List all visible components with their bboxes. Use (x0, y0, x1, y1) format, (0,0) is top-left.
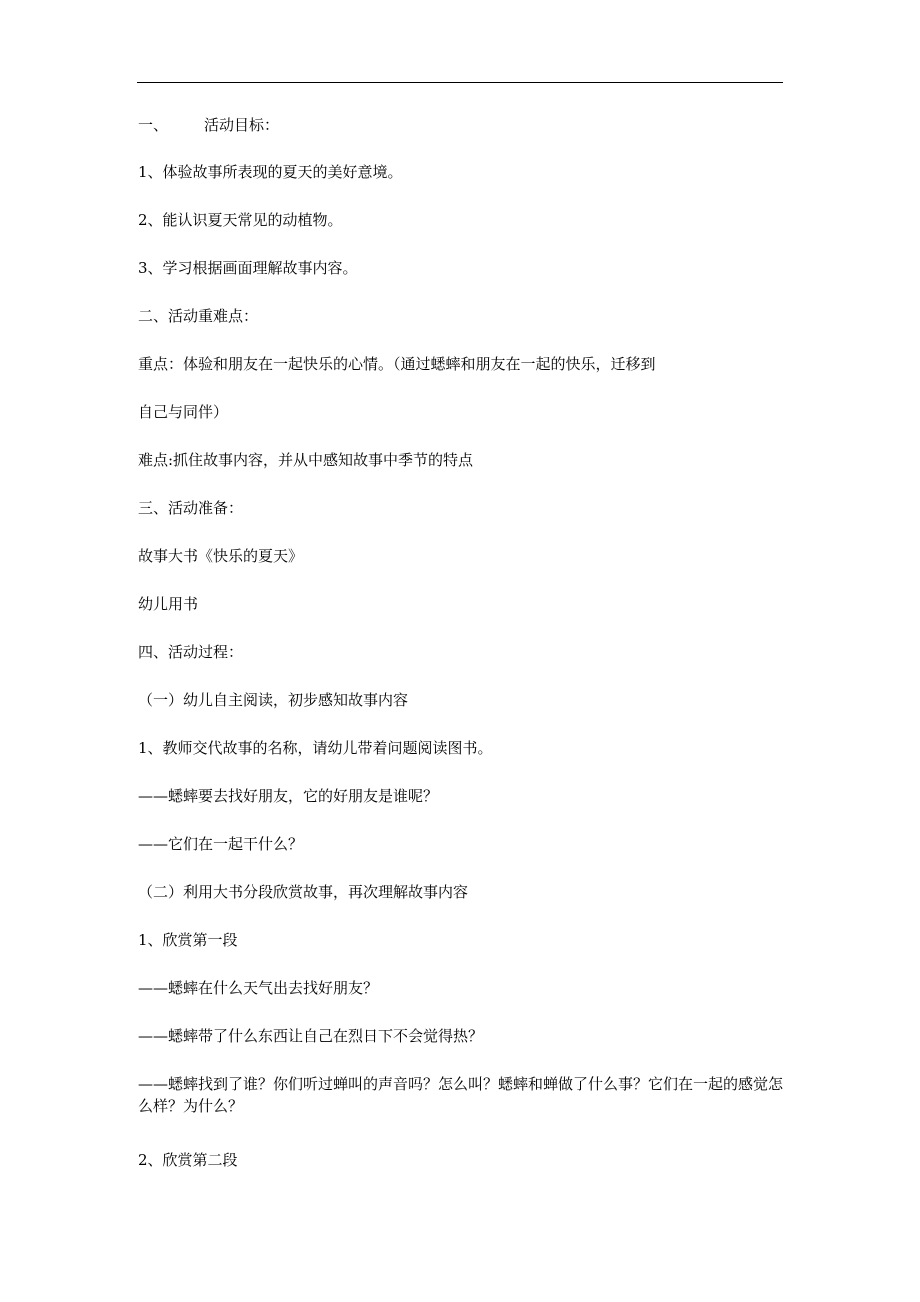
process-step-2-heading: （二）利用大书分段欣赏故事，再次理解故事内容 (138, 883, 469, 901)
question-item: ——蟋蟀带了什么东西让自己在烈日下不会觉得热？ (138, 1027, 484, 1045)
section-title: 活动目标： (204, 116, 280, 134)
key-point-continued: 自己与同伴） (138, 403, 229, 421)
appreciate-part-1: 1、欣赏第一段 (138, 931, 238, 949)
question-item: ——蟋蟀在什么天气出去找好朋友？ (138, 979, 379, 997)
process-step-1-item: 1、教师交代故事的名称，请幼儿带着问题阅读图书。 (138, 739, 493, 757)
section-number: 一、 (138, 116, 169, 134)
question-item: ——蟋蟀要去找好朋友，它的好朋友是谁呢？ (138, 787, 439, 805)
section-heading-goals (138, 114, 279, 136)
header-rule (137, 82, 783, 83)
preparation-item-2: 幼儿用书 (138, 595, 199, 613)
goal-item-2: 2、能认识夏天常见的动植物。 (138, 211, 343, 229)
section-heading-key-points: 二、活动重难点： (138, 307, 259, 325)
section-heading-preparation: 三、活动准备： (138, 499, 244, 517)
appreciate-part-2: 2、欣赏第二段 (138, 1151, 238, 1169)
goal-item-3: 3、学习根据画面理解故事内容。 (138, 259, 358, 277)
goal-item-1: 1、体验故事所表现的夏天的美好意境。 (138, 163, 403, 181)
section-heading-process: 四、活动过程： (138, 643, 244, 661)
question-item: ——它们在一起干什么？ (138, 835, 304, 853)
process-step-1-heading: （一）幼儿自主阅读，初步感知故事内容 (138, 691, 409, 709)
key-point-text: 重点：体验和朋友在一起快乐的心情。（通过蟋蟀和朋友在一起的快乐，迁移到 (138, 355, 656, 373)
preparation-item-1: 故事大书《快乐的夏天》 (138, 547, 304, 565)
difficulty-text: 难点:抓住故事内容，并从中感知故事中季节的特点 (138, 451, 474, 469)
question-item-long: ——蟋蟀找到了谁？你们听过蝉叫的声音吗？怎么叫？蟋蟀和蝉做了什么事？它们在一起的感觉怎么样？为什么？ (138, 1075, 784, 1115)
